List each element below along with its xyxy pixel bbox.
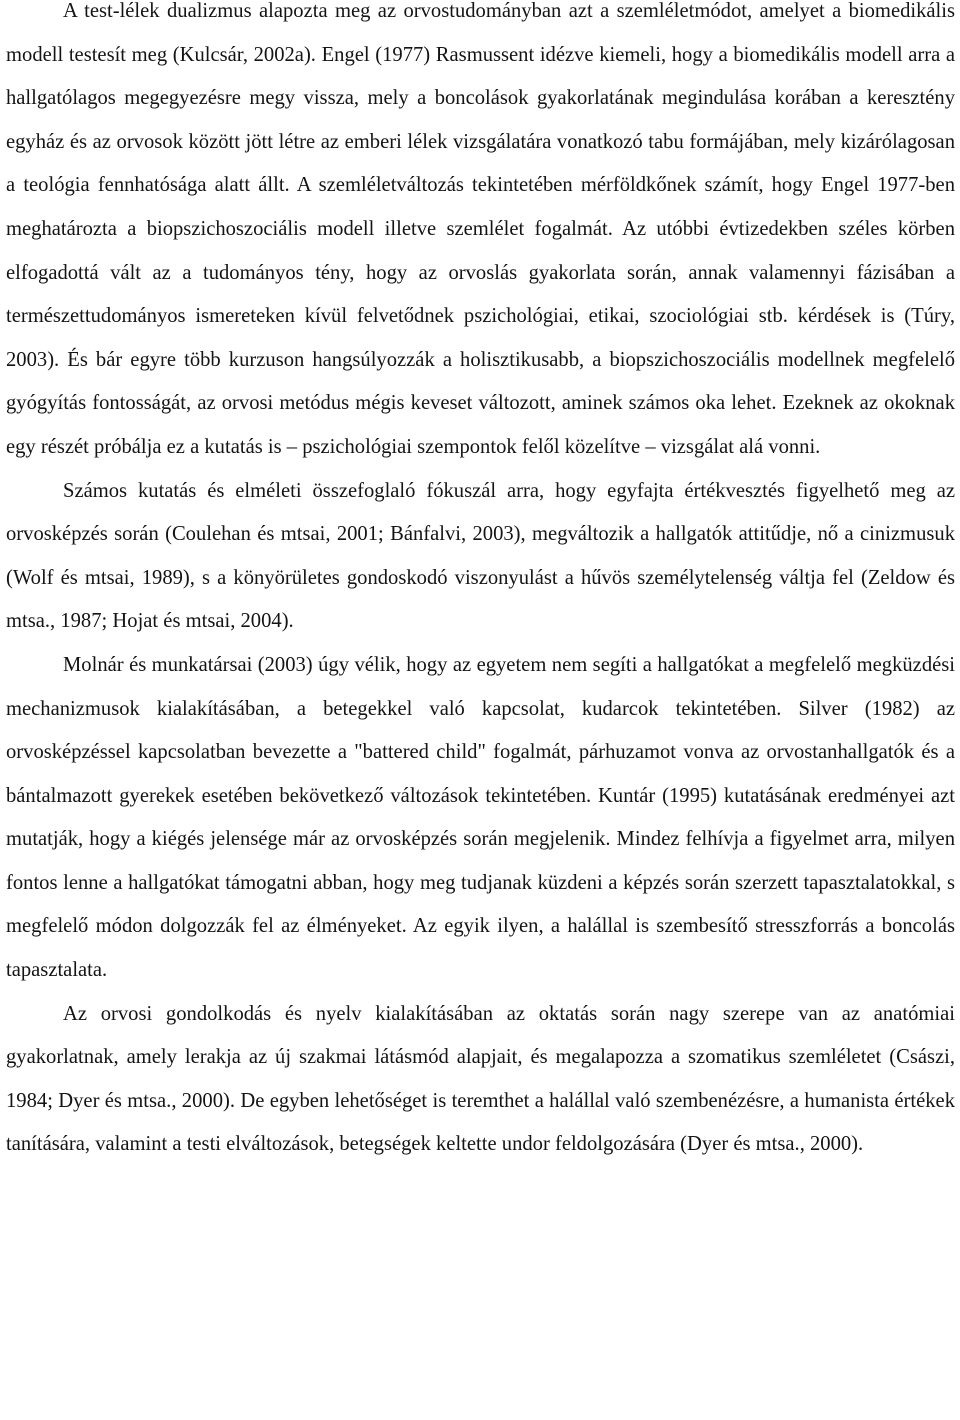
paragraph-coping: Molnár és munkatársai (2003) úgy vélik, hogy az egyetem nem segíti a hallgatókat a megfelelő megküzdési mechanizmusok kialakításában, a betegekkel való kapcsolat, kudarcok tekintetében. Silver (1982) az orvosképzéssel kapcsolatban bevezette a "battered child" fogalmát, párhuzamot vonva az orvostanhallgatók és a bántalmazott gyerekek esetében bekövetkező változások tekintetében. Kuntár (1995) kutatásának eredményei azt mutatják, hogy a kiégés jelensége már az orvosképzés során megjelenik. Mindez felhívja a figyelmet arra, milyen fontos lenne a hallgatókat támogatni abban, hogy meg tudjanak küzdeni a képzés során szerzett tapasztalatokkal, s megfelelő módon dolgozzák fel az élményeket. Az egyik ilyen, a halállal is szembesítő stresszforrás a boncolás tapasztalata. <box>6 653 955 982</box>
paragraph-dualism: A test-lélek dualizmus alapozta meg az orvostudományban azt a szemléletmódot, amelyet a biomedikális modell testesít meg (Kulcsár, 2002a). Engel (1977) Rasmussent idézve kiemeli, hogy a biomedikális modell arra a hallgatólagos megegyezésre megy vissza, mely a boncolások gyakorlatának megindulása korában a keresztény egyház és az orvosok között jött létre az emberi lélek vizsgálatára vonatkozó tabu formájában, mely kizárólagosan a teológia fennhatósága alatt állt. A szemléletváltozás tekintetében mérföldkőnek számít, hogy Engel 1977-ben meghatározta a biopszichoszociális modell illetve szemlélet fogalmát. Az utóbbi évtizedekben széles körben elfogadottá vált az a tudományos tény, hogy az orvoslás gyakorlata során, annak valamennyi fázisában a természettudományos ismereteken kívül felvetődnek pszichológiai, etikai, szociológiai stb. kérdések is (Túry, 2003). És bár egyre több kurzuson hangsúlyozzák a holisztikusabb, a biopszichoszociális modellnek megfelelő gyógyítás fontosságát, az orvosi metódus mégis keveset változott, aminek számos oka lehet. Ezeknek az okoknak egy részét próbálja ez a kutatás is – pszichológiai szempontok felől közelítve – vizsgálat alá vonni. <box>6 0 955 458</box>
paragraph-anatomy: Az orvosi gondolkodás és nyelv kialakításában az oktatás során nagy szerepe van az anatómiai gyakorlatnak, amely lerakja az új szakmai látásmód alapjait, és megalapozza a szomatikus szemléletet (Császi, 1984; Dyer és mtsa., 2000). De egyben lehetőséget is teremthet a halállal való szembenézésre, a humanista értékek tanítására, valamint a testi elváltozások, betegségek keltette undor feldolgozására (Dyer és mtsa., 2000). <box>6 1002 955 1156</box>
document-page <box>6 0 955 1167</box>
paragraph-value-loss: Számos kutatás és elméleti összefoglaló fókuszál arra, hogy egyfajta értékvesztés figyelhető meg az orvosképzés során (Coulehan és mtsai, 2001; Bánfalvi, 2003), megváltozik a hallgatók attitűdje, nő a cinizmusuk (Wolf és mtsai, 1989), s a könyörületes gondoskodó viszonyulást a hűvös személytelenség váltja fel (Zeldow és mtsa., 1987; Hojat és mtsai, 2004). <box>6 479 955 633</box>
